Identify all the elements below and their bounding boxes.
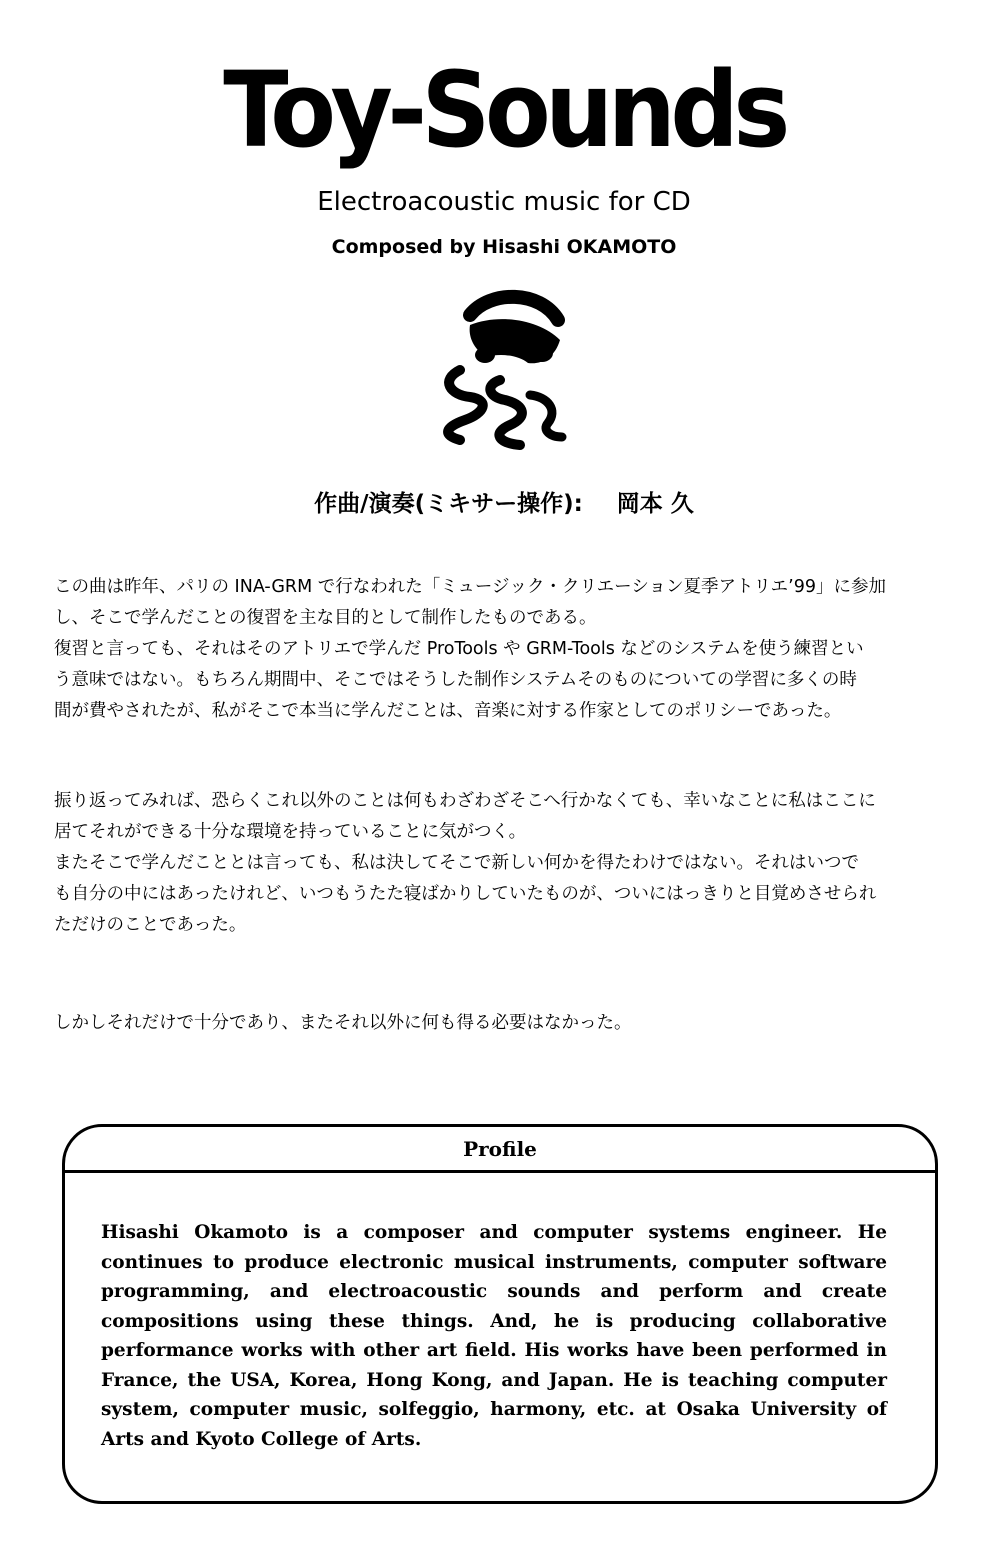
essay-line: しかしそれだけで十分であり、またそれ以外に何も得る必要はなかった。 [54,1013,632,1033]
essay-line: 復習と言っても、それはそのアトリエで学んだ ProTools や GRM-Tools などのシステムを使う練習とい [54,639,864,659]
essay-paragraph-1 [54,572,954,727]
profile-box [62,1124,938,1504]
essay-line: この曲は昨年、パリの INA-GRM で行なわれた「ミュージック・クリエーション夏季アトリエ’99」に参加 [54,577,886,597]
car-with-winding-road-logo-icon [430,285,580,455]
credit-name: 岡本 久 [616,491,694,517]
essay-line: う意味ではない。もちろん期間中、そこではそうした制作システムそのものについての学習に多くの時 [54,670,857,690]
composer-credit: Composed by Hisashi OKAMOTO [331,236,677,258]
essay-paragraph-3 [54,1008,954,1039]
credit-role: 作曲/演奏(ミキサー操作): [314,491,583,517]
essay-paragraph-2 [54,786,954,941]
profile-text: Hisashi Okamoto is a composer and computer systems engineer. He continues to produce electronic musical instruments, computer software programming, and electroacoustic sounds and perform and create compositions using these things. And, he is producing collaborative performance works with other art field. His works have been performed in France, the USA, Korea, Hong Kong, and Japan. He is teaching computer system, computer music, solfeggio, harmony, etc. at Osaka University of Arts and Kyoto College of Arts. [101,1222,887,1450]
essay-line: 振り返ってみれば、恐らくこれ以外のことは何もわざわざそこへ行かなくても、幸いなことに私はここに [54,791,876,811]
essay-line: 居てそれができる十分な環境を持っていることに気がつく。 [54,822,527,842]
subtitle: Electroacoustic music for CD [317,187,691,217]
essay-line: 間が費やされたが、私がそこで本当に学んだことは、音楽に対する作家としてのポリシーであった。 [54,701,842,721]
page-title: Toy-Sounds [223,49,785,171]
profile-heading: Profile [65,1127,935,1173]
essay-line: し、そこで学んだことの復習を主な目的として制作したものである。 [54,608,597,628]
essay-line: またそこで学んだこととは言っても、私は決してそこで新しい何かを得たわけではない。それはいつで [54,853,859,873]
essay-line: ただけのことであった。 [54,915,247,935]
japanese-credit-line [0,486,1008,522]
essay-line: も自分の中にはあったけれど、いつもうたた寝ばかりしていたものが、ついにはっきりと目覚めさせられ [54,884,877,904]
